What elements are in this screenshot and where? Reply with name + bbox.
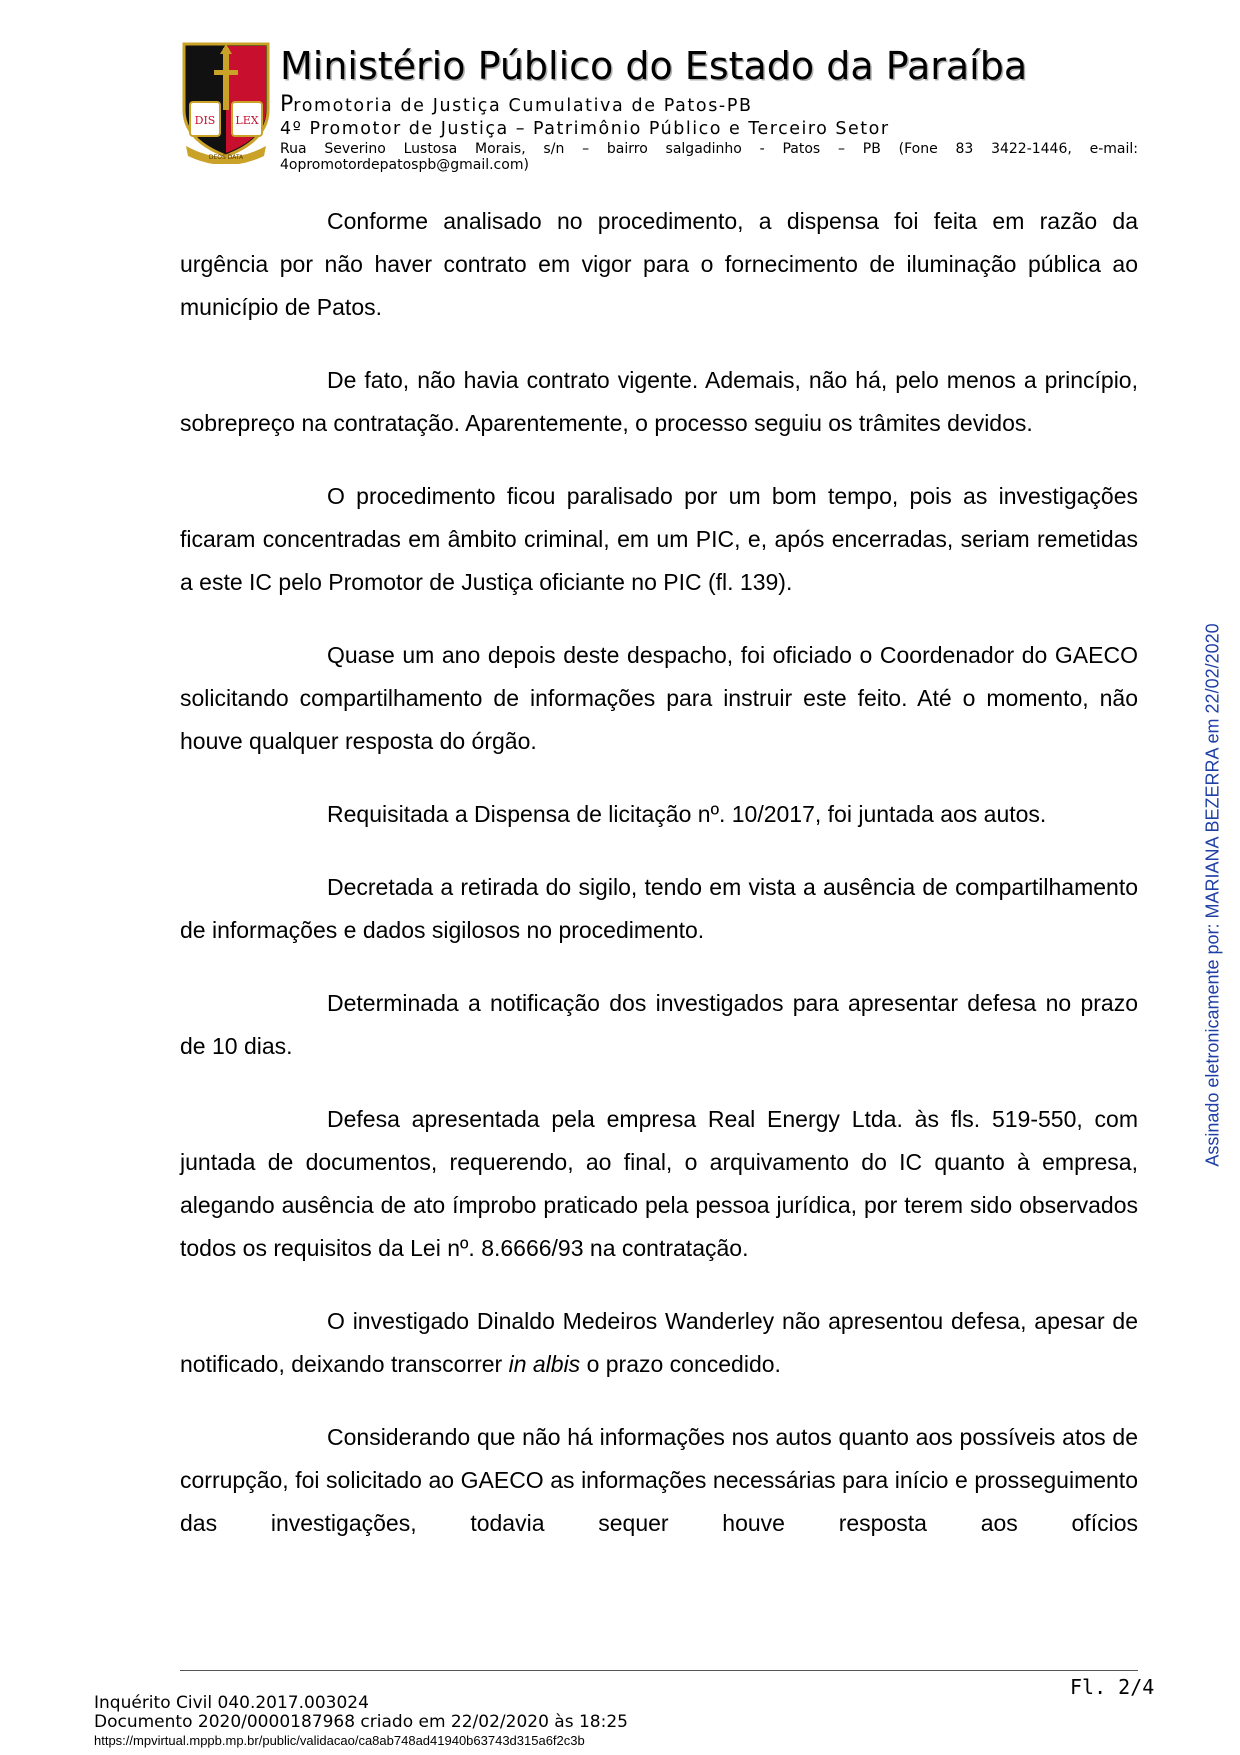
paragraph-text: o prazo concedido. [580, 1351, 781, 1377]
case-reference: Inquérito Civil 040.2017.003024 [94, 1693, 369, 1713]
paragraph: Requisitada a Dispensa de licitação nº. 10/2017, foi juntada aos autos. [327, 801, 1047, 827]
office-address: Rua Severino Lustosa Morais, s/n – bairro salgadinho - Patos – PB (Fone 83 3422-1446, e-mail: 4opromotordepatospb@gmail.com) [280, 141, 1138, 173]
paragraph: Defesa apresentada pela empresa Real Energy Ltda. às fls. 519-550, com juntada de documentos, requerendo, ao final, o arquivamento do IC quanto à empresa, alegando ausência de ato ímprobo praticado pela pessoa jurídica, por terem sido observados todos os requisitos da Lei nº. 8.6666/93 na contratação. [180, 1106, 1138, 1261]
crest-ribbon-text: DEOS DATA [208, 154, 244, 161]
crest-left-text: DIS [194, 114, 216, 127]
document-body [180, 200, 1138, 1545]
paragraph: Conforme analisado no procedimento, a dispensa foi feita em razão da urgência por não haver contrato em vigor para o fornecimento de iluminação pública ao município de Patos. [180, 208, 1138, 320]
document-reference: Documento 2020/0000187968 criado em 22/02/2020 às 18:25 [94, 1712, 628, 1732]
prosecutor-office: 4º Promotor de Justiça – Patrimônio Público e Terceiro Setor [280, 119, 890, 139]
office-name [280, 92, 753, 117]
signature-stamp: Assinado eletronicamente por: MARIANA BEZERRA em 22/02/2020 [1202, 623, 1223, 1167]
page-number: Fl. 2/4 [1070, 1675, 1155, 1699]
institution-crest [180, 40, 272, 164]
crest-right-text: LEX [235, 114, 259, 127]
paragraph: Determinada a notificação dos investigados para apresentar defesa no prazo de 10 dias. [180, 990, 1138, 1059]
footer-divider [180, 1670, 1138, 1671]
validation-url[interactable]: https://mpvirtual.mppb.mp.br/public/validacao/ca8ab748ad41940b63743d315a6f2c3b [94, 1733, 585, 1748]
paragraph-continued: Considerando que não há informações nos autos quanto aos possíveis atos de corrupção, foi solicitado ao GAECO as informações necessárias para início e prosseguimento das investigações, todavia sequer houve resposta aos ofícios [180, 1424, 1138, 1536]
paragraph: O procedimento ficou paralisado por um bom tempo, pois as investigações ficaram concentradas em âmbito criminal, em um PIC, e, após encerradas, seriam remetidas a este IC pelo Promotor de Justiça oficiante no PIC (fl. 139). [180, 483, 1138, 595]
paragraph: Decretada a retirada do sigilo, tendo em vista a ausência de compartilhamento de informações e dados sigilosos no procedimento. [180, 874, 1138, 943]
paragraph: Quase um ano depois deste despacho, foi oficiado o Coordenador do GAECO solicitando compartilhamento de informações para instruir este feito. Até o momento, não houve qualquer resposta do órgão. [180, 642, 1138, 754]
paragraph: De fato, não havia contrato vigente. Ademais, não há, pelo menos a princípio, sobrepreço na contratação. Aparentemente, o processo seguiu os trâmites devidos. [180, 367, 1138, 436]
institution-title: Ministério Público do Estado da Paraíba [280, 44, 1028, 88]
office-name-rest: romotoria de Justiça Cumulativa de Patos-PB [293, 96, 753, 116]
paragraph [180, 1300, 1138, 1386]
paragraph-text: O investigado Dinaldo Medeiros Wanderley não apresentou defesa, apesar de notificado, deixando transcorrer [180, 1308, 1138, 1377]
latin-term: in albis [508, 1351, 581, 1377]
office-name-initial: P [280, 92, 294, 117]
